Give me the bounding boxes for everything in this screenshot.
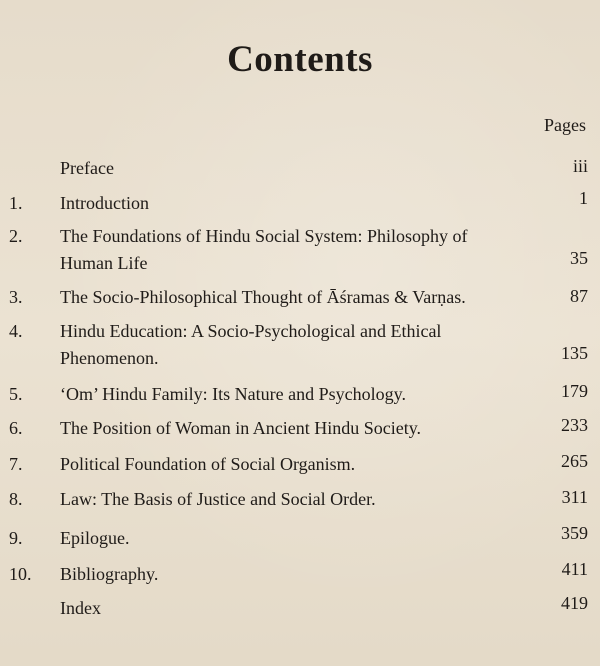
toc-entry-page: 87 (570, 286, 588, 306)
toc-entry-page: 411 (561, 559, 588, 579)
toc-entry-number: 10. (9, 564, 32, 584)
toc-entry-title-line-1: The Foundations of Hindu Social System: Philosophy of (60, 226, 468, 246)
toc-entry-number: 3. (9, 287, 23, 307)
toc-entry-title: Index (60, 598, 101, 618)
toc-entry-title-line-2: Human Life (60, 253, 148, 273)
toc-entry-page: 1 (579, 188, 588, 208)
toc-entry-title: Preface (60, 158, 114, 178)
toc-entry-title: The Position of Woman in Ancient Hindu Society. (60, 418, 422, 438)
pages-column-heading: Pages (544, 115, 586, 135)
toc-entry-title: Political Foundation of Social Organism. (60, 454, 356, 474)
toc-entry-number: 9. (9, 528, 23, 548)
toc-entry-page: 135 (561, 343, 588, 363)
toc-entry-number: 8. (9, 489, 23, 509)
toc-entry-page: 265 (561, 451, 588, 471)
toc-entry-title: Introduction (60, 193, 149, 213)
toc-entry-title: Bibliography. (60, 564, 159, 584)
toc-entry-page: 419 (561, 593, 588, 613)
page-title: Contents (227, 39, 373, 80)
toc-entry-title-line-2: Phenomenon. (60, 348, 159, 368)
toc-entry-page: 179 (561, 381, 588, 401)
toc-entry-number: 7. (9, 454, 23, 474)
toc-entry-number: 2. (9, 226, 23, 246)
toc-entry-page: 311 (561, 487, 588, 507)
toc-entry-number: 5. (9, 384, 23, 404)
toc-entry-number: 6. (9, 418, 23, 438)
toc-entry-title: ‘Om’ Hindu Family: Its Nature and Psychology. (60, 384, 406, 404)
toc-entry-title: Epilogue. (60, 528, 130, 548)
toc-entry-page: 233 (561, 415, 588, 435)
toc-entry-page: 359 (561, 523, 588, 543)
toc-entry-title-line-1: Hindu Education: A Socio-Psychological and Ethical (60, 321, 442, 341)
toc-entry-number: 4. (9, 321, 23, 341)
toc-entry-page: 35 (570, 248, 588, 268)
toc-entry-page: iii (572, 156, 588, 176)
toc-entry-title: The Socio-Philosophical Thought of Āśramas & Varṇas. (60, 287, 466, 307)
toc-entry-title: Law: The Basis of Justice and Social Order. (60, 489, 376, 509)
toc-entry-number: 1. (9, 193, 23, 213)
